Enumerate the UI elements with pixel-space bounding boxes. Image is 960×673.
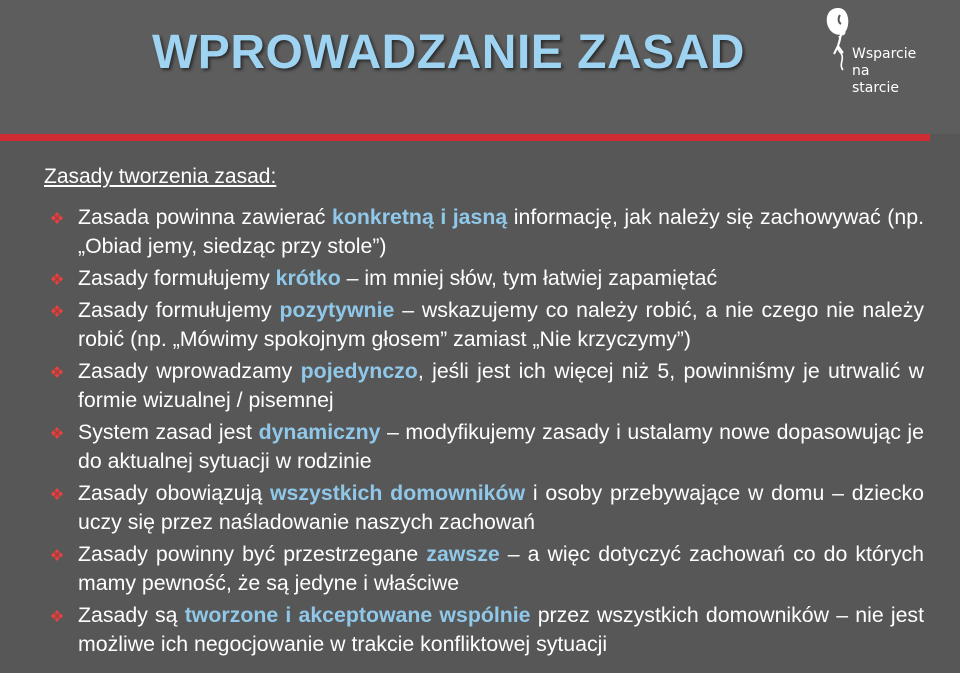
rule-highlight: tworzone i akceptowane wspólnie (184, 603, 531, 627)
logo-line-1: Wsparcie (852, 46, 917, 62)
rule-text: i osoby przebywające w domu – dziecko uczy się przez naśladowanie naszych zachowań (78, 481, 924, 534)
rule-text: – im mniej słów, tym łatwiej zapamiętać (340, 266, 718, 290)
rule-text: – wskazujemy co należy robić, a nie czego nie należy robić (np. „Mówimy spokojnym głosem” zamiast „Nie krzyczymy”) (78, 298, 924, 351)
diamond-bullet-icon (50, 305, 64, 317)
rules-list (44, 203, 924, 659)
rule-highlight: krótko (275, 266, 341, 290)
rule-text: Zasady są (78, 603, 185, 627)
rule-text: System zasad jest (78, 420, 259, 444)
rule-highlight: pozytywnie (279, 298, 395, 322)
rule-item (44, 203, 924, 261)
rule-item (44, 540, 924, 598)
rule-text: Zasady formułujemy (78, 298, 280, 322)
rule-text: Zasady powinny być przestrzegane (78, 542, 427, 566)
rule-item (44, 296, 924, 354)
rule-text: , jeśli jest ich więcej niż 5, powinniśmy je utrwalić w formie wizualnej / pisemnej (78, 359, 924, 412)
rule-item (44, 601, 924, 659)
diamond-bullet-icon (50, 427, 64, 439)
rule-text: Zasady formułujemy (78, 266, 276, 290)
rule-item (44, 479, 924, 537)
logo-line-2: na (852, 63, 870, 79)
diamond-bullet-icon (50, 610, 64, 622)
slide-title: WPROWADZANIE ZASAD (152, 26, 745, 79)
diamond-bullet-icon (50, 488, 64, 500)
rule-highlight: dynamiczny (258, 420, 381, 444)
rule-highlight: zawsze (426, 542, 500, 566)
diamond-bullet-icon (50, 549, 64, 561)
logo-text (852, 46, 916, 97)
rule-item (44, 357, 924, 415)
rule-text: przez wszystkich domowników – nie jest możliwe ich negocjowanie w trakcie konfliktowej sytuacji (78, 603, 925, 656)
rule-text: – modyfikujemy zasady i ustalamy nowe dopasowując je do aktualnej sytuacji w rodzinie (78, 420, 924, 473)
rule-text: informację, jak należy się zachowywać (np. „Obiad jemy, siedząc przy stole”) (78, 205, 924, 258)
accent-bar (0, 134, 930, 141)
diamond-bullet-icon (50, 212, 64, 224)
rule-item (44, 418, 924, 476)
diamond-bullet-icon (50, 273, 64, 285)
rule-text: – a więc dotyczyć zachowań co do których mamy pewność, że są jedyne i właściwe (78, 542, 924, 595)
diamond-bullet-icon (50, 366, 64, 378)
section-subtitle: Zasady tworzenia zasad: (44, 165, 277, 188)
rule-text: Zasady obowiązują (78, 481, 270, 505)
rule-text: Zasady wprowadzamy (78, 359, 301, 383)
logo-line-3: starcie (852, 80, 900, 96)
rule-highlight: pojedynczo (300, 359, 418, 383)
slide-content (44, 163, 924, 662)
rule-item (44, 264, 924, 293)
rule-highlight: konkretną i jasną (332, 205, 508, 229)
rule-highlight: wszystkich domowników (269, 481, 526, 505)
rule-text: Zasada powinna zawierać (78, 205, 332, 229)
